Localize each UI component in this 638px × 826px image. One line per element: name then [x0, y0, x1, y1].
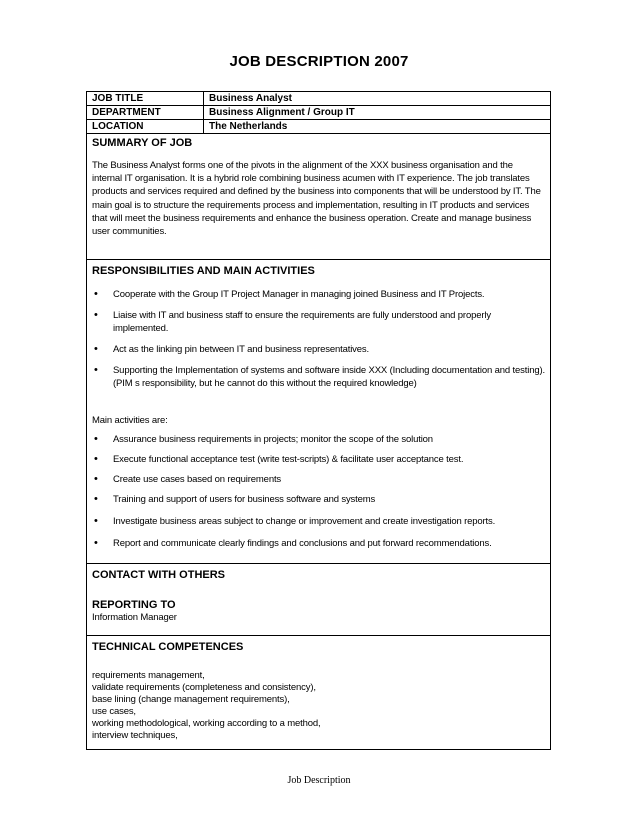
job-description-table	[86, 91, 551, 750]
summary-paragraph: The Business Analyst forms one of the pivots in the alignment of the XXX business organisation and the internal IT organisation. It is a hybrid role combining business acumen with IT experience. The job translates products and services required and defined by the business into components that will be understood by IT. The main goal is to structure the requirements process and implementation, resulting in IT products and services that will meet the business requirements and enhance the business operation. Create and manage business user communities.	[92, 160, 541, 238]
responsibilities-section	[87, 260, 550, 564]
main-activities-label: Main activities are:	[92, 415, 168, 426]
header-label: JOB TITLE	[87, 92, 204, 105]
responsibilities-list	[92, 288, 545, 390]
list-item: • Assurance business requirements in projects; monitor the scope of the solution	[92, 433, 545, 446]
technical-line: working methodological, working according to a method,	[92, 718, 321, 729]
page-title: JOB DESCRIPTION 2007	[229, 53, 409, 70]
technical-line: base lining (change management requirements),	[92, 694, 290, 705]
header-value: The Netherlands	[209, 121, 288, 132]
responsibilities-title: RESPONSIBILITIES AND MAIN ACTIVITIES	[92, 265, 315, 277]
header-row-location	[87, 120, 550, 134]
technical-line: use cases,	[92, 706, 136, 717]
list-item: • Report and communicate clearly findings and conclusions and put forward recommendations.	[92, 537, 545, 550]
technical-line: validate requirements (completeness and consistency),	[92, 682, 316, 693]
reporting-value: Information Manager	[92, 612, 177, 623]
summary-section	[87, 134, 550, 260]
contact-title: CONTACT WITH OTHERS	[92, 569, 226, 581]
contact-section	[87, 564, 550, 636]
reporting-title: REPORTING TO	[92, 599, 176, 611]
technical-list	[92, 670, 545, 742]
header-value: Business Analyst	[209, 93, 292, 104]
list-item: • Act as the linking pin between IT and business representatives.	[92, 343, 545, 356]
header-label: DEPARTMENT	[87, 106, 204, 119]
activities-list	[92, 433, 545, 550]
list-item: • Liaise with IT and business staff to ensure the requirements are fully understood and properly implemented.	[92, 309, 545, 335]
technical-section	[87, 636, 550, 749]
header-value: Business Alignment / Group IT	[209, 107, 355, 118]
list-item: • Cooperate with the Group IT Project Manager in managing joined Business and IT Projects.	[92, 288, 545, 301]
header-row-job-title	[87, 92, 550, 106]
technical-title: TECHNICAL COMPETENCES	[92, 641, 244, 653]
summary-title: SUMMARY OF JOB	[92, 137, 193, 149]
header-label: LOCATION	[87, 120, 204, 133]
header-row-department	[87, 106, 550, 120]
list-item: • Create use cases based on requirements	[92, 473, 545, 486]
technical-line: interview techniques,	[92, 730, 178, 741]
technical-line: requirements management,	[92, 670, 205, 681]
list-item: • Execute functional acceptance test (write test-scripts) & facilitate user acceptance test.	[92, 453, 545, 466]
list-item: • Investigate business areas subject to change or improvement and create investigation reports.	[92, 515, 545, 528]
list-item: • Supporting the Implementation of systems and software inside XXX (Including documentation and testing). (PIM s responsibility, but he cannot do this without the required knowledge)	[92, 364, 545, 390]
page-footer: Job Description	[287, 775, 351, 786]
list-item: • Training and support of users for business software and systems	[92, 493, 545, 506]
